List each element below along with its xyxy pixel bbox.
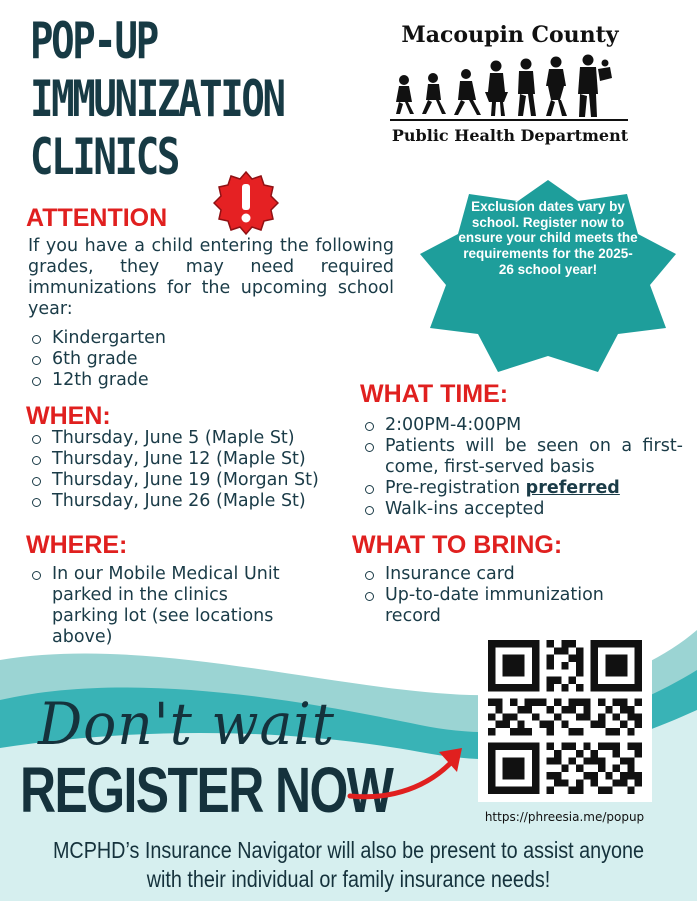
dont-wait-script: Don't wait: [38, 690, 335, 758]
what-time-heading: WHAT TIME:: [360, 380, 509, 408]
alert-icon: [213, 170, 279, 236]
list-item: Thursday, June 19 (Morgan St): [28, 470, 368, 491]
attention-heading: ATTENTION: [26, 204, 168, 232]
list-item: Up-to-date immunization record: [361, 585, 661, 627]
qr-code[interactable]: [488, 640, 642, 794]
list-item: Walk-ins accepted: [361, 499, 683, 520]
arrow-icon: [345, 738, 470, 803]
when-heading: WHEN:: [26, 402, 111, 430]
list-item: In our Mobile Medical Unit parked in the clinics parking lot (see locations above): [28, 564, 288, 648]
list-item: Insurance card: [361, 564, 661, 585]
registration-url[interactable]: https://phreesia.me/popup: [484, 810, 645, 824]
title-line-2: IMMUNIZATION: [30, 70, 284, 128]
prereg-prefix: Pre-registration: [385, 478, 526, 498]
logo-county-name: Macoupin County: [401, 22, 619, 48]
title-line-3: CLINICS: [30, 128, 178, 186]
register-now-heading: REGISTER NOW: [20, 754, 393, 826]
time-list: [361, 415, 683, 520]
attention-text: If you have a child entering the following grades, they may need required immunizations for the upcoming school year:: [28, 236, 394, 319]
prereg-emphasis: preferred: [525, 478, 620, 498]
qr-code-panel[interactable]: [478, 632, 652, 802]
list-item: Thursday, June 26 (Maple St): [28, 491, 368, 512]
family-silhouettes-logo: [388, 54, 628, 120]
list-item: Patients will be seen on a first-come, first-served basis: [361, 436, 683, 478]
list-item: Thursday, June 5 (Maple St): [28, 428, 368, 449]
insurance-navigator-note: MCPHD’s Insurance Navigator will also be present to assist anyone with their individual or family insurance needs!: [52, 837, 645, 892]
grade-list: [28, 328, 348, 391]
flyer-title: [30, 12, 284, 186]
dates-list: [28, 428, 368, 512]
logo-divider: [390, 119, 628, 121]
title-line-1: POP-UP: [30, 12, 157, 70]
what-to-bring-heading: WHAT TO BRING:: [352, 531, 563, 559]
bring-list: [361, 564, 661, 627]
list-item: Kindergarten: [28, 328, 348, 349]
list-item: 6th grade: [28, 349, 348, 370]
badge-text: Exclusion dates vary by school. Register now to ensure your child meets the requirements for the 2025-26 school year!: [458, 199, 638, 277]
list-item: 12th grade: [28, 370, 348, 391]
list-item: 2:00PM-4:00PM: [361, 415, 683, 436]
list-item: Thursday, June 12 (Maple St): [28, 449, 368, 470]
logo-department-name: Public Health Department: [391, 126, 629, 145]
list-item: [361, 478, 683, 499]
where-heading: WHERE:: [26, 531, 128, 559]
